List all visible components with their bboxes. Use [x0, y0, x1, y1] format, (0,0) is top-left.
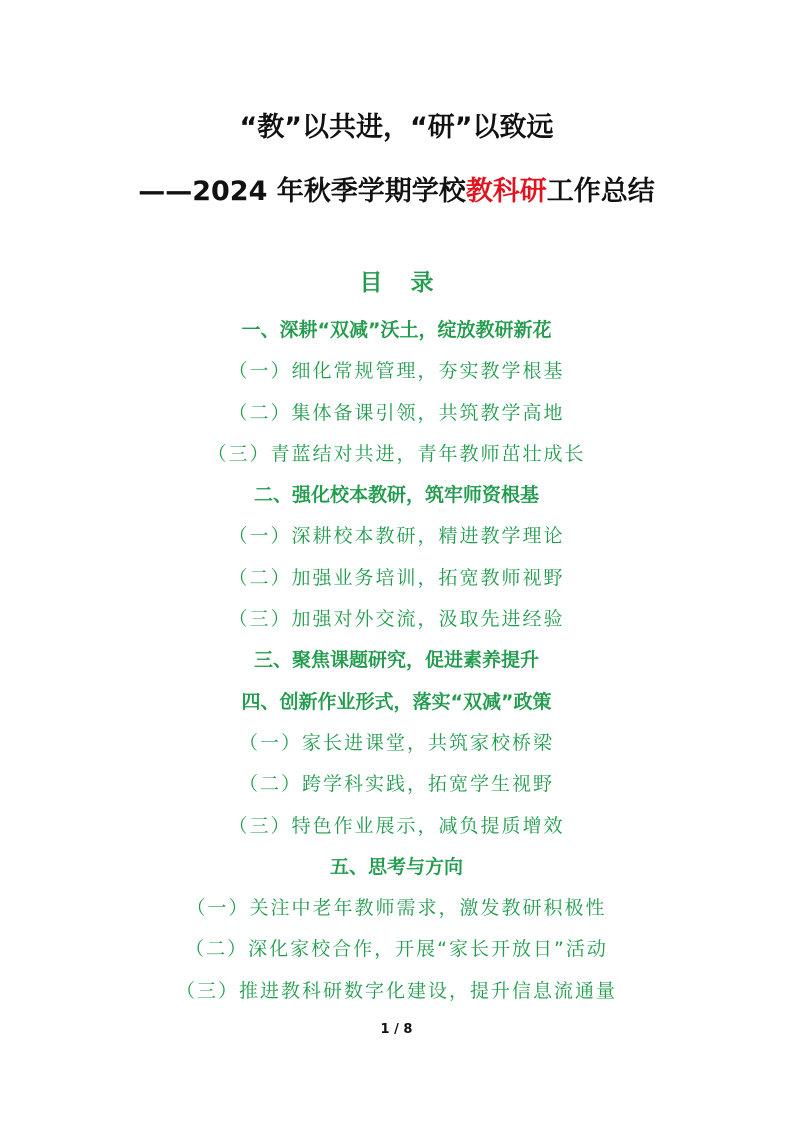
toc-subsection[interactable]: （二）跨学科实践，拓宽学生视野 — [238, 773, 554, 796]
toc-section[interactable]: 一、深耕“双减”沃土，绽放教研新花 — [241, 319, 552, 341]
toc-subsection[interactable]: （三）推进教科研数字化建设，提升信息流通量 — [175, 979, 617, 1002]
title-line2-suffix: 工作总结 — [546, 176, 655, 207]
toc-subsection[interactable]: （三）加强对外交流，汲取先进经验 — [228, 608, 565, 631]
toc-section[interactable]: 二、强化校本教研，筑牢师资根基 — [253, 484, 539, 507]
toc-subsection[interactable]: （二）集体备课引领，共筑教学高地 — [228, 401, 565, 424]
toc-subsection[interactable]: （一）关注中老年教师需求，激发教研积极性 — [186, 897, 607, 920]
document-title-line2 — [0, 172, 793, 212]
title-line2-prefix: ——2024 年秋季学期学校 — [138, 176, 466, 207]
toc-section[interactable]: 五、思考与方向 — [329, 855, 463, 878]
toc-section[interactable]: 三、聚焦课题研究，促进素养提升 — [253, 649, 539, 672]
page-number: 1 / 8 — [380, 1022, 413, 1037]
title-line2-highlight: 教科研 — [465, 176, 547, 207]
toc-heading: 目 录 — [359, 270, 444, 296]
toc-subsection[interactable]: （三）特色作业展示，减负提质增效 — [228, 814, 565, 837]
toc-section[interactable]: 四、创新作业形式，落实“双减”政策 — [241, 690, 552, 713]
toc-subsection[interactable]: （一）家长进课堂，共筑家校桥梁 — [238, 731, 554, 754]
table-of-contents — [0, 310, 793, 1012]
toc-subsection[interactable]: （一）深耕校本教研，精进教学理论 — [228, 525, 565, 548]
document-title-line1: “教”以共进，“研”以致远 — [239, 112, 554, 143]
toc-subsection[interactable]: （一）细化常规管理，夯实教学根基 — [228, 360, 565, 383]
toc-subsection[interactable]: （二）深化家校合作，开展“家长开放日”活动 — [185, 938, 608, 961]
toc-subsection[interactable]: （二）加强业务培训，拓宽教师视野 — [228, 566, 565, 589]
toc-subsection[interactable]: （三）青蓝结对共进，青年教师茁壮成长 — [207, 442, 586, 465]
